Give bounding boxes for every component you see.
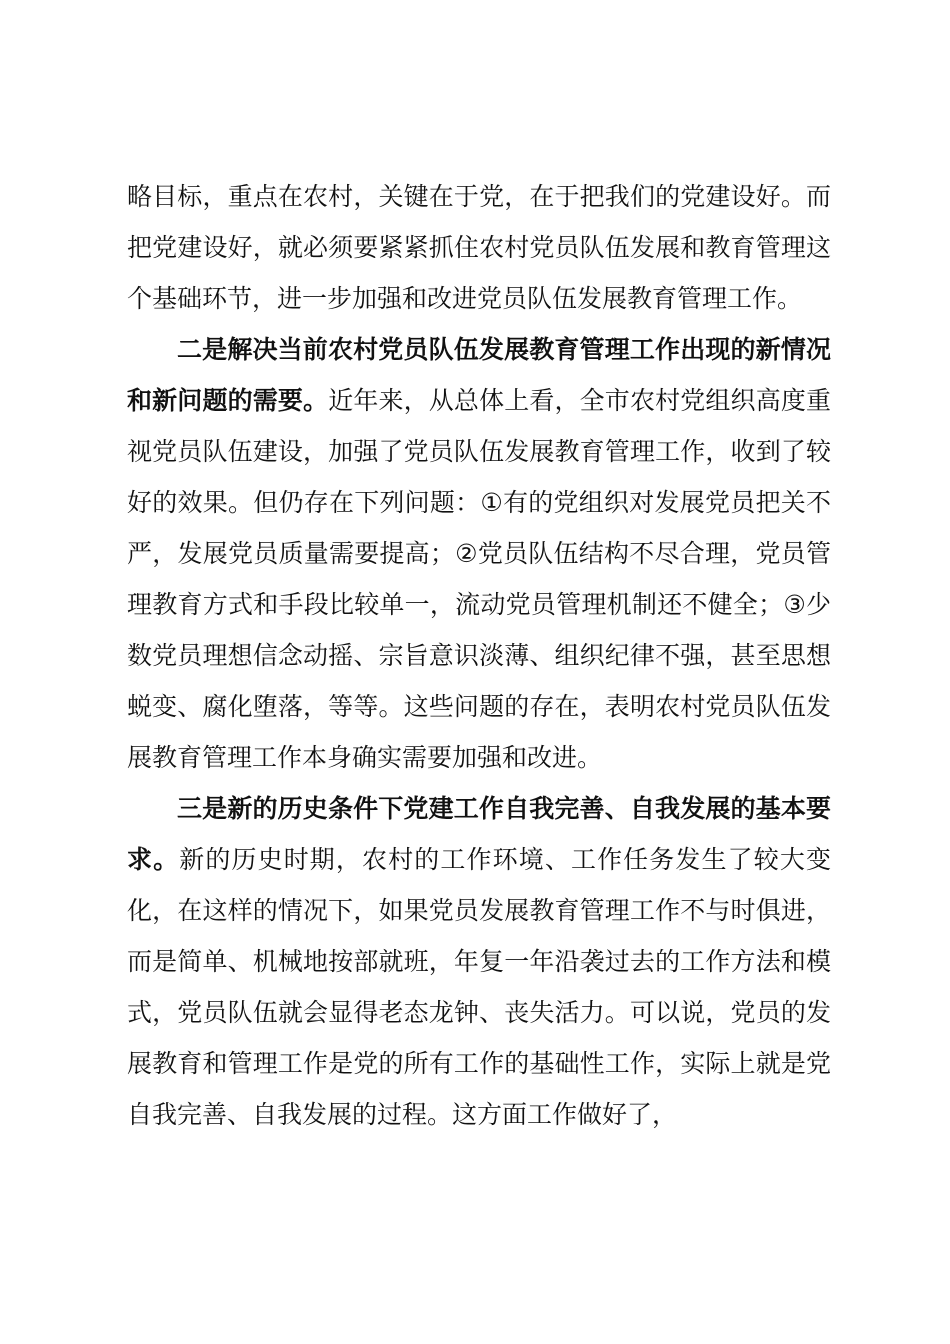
- paragraph-text: 略目标，重点在农村，关键在于党，在于把我们的党建设好。而把党建设好，就必须要紧紧抓住农村党员队伍发展和教育管理这个基础环节，进一步加强和改进党员队伍发展教育管理工作。: [127, 182, 831, 313]
- paragraph-lead-heading: 三是新的历史条件下党建工作自我完善、自我发展的基本要求。: [127, 794, 831, 874]
- paragraph-text: 新的历史时期，农村的工作环境、工作任务发生了较大变化，在这样的情况下，如果党员发展教育管理工作不与时俱进，而是简单、机械地按部就班，年复一年沿袭过去的工作方法和模式，党员队伍就会显得老态龙钟、丧失活力。可以说，党员的发展教育和管理工作是党的所有工作的基础性工作，实际上就是党自我完善、自我发展的过程。这方面工作做好了，: [127, 845, 831, 1129]
- paragraph-lead-heading: 二是解决当前农村党员队伍发展教育管理工作出现的新情况和新问题的需要。: [127, 335, 831, 415]
- paragraph-point-three: [127, 783, 831, 1140]
- paragraph-point-two: [127, 324, 831, 783]
- paragraph-continuation: [127, 171, 831, 324]
- paragraph-text: 近年来，从总体上看，全市农村党组织高度重视党员队伍建设，加强了党员队伍发展教育管理工作，收到了较好的效果。但仍存在下列问题：①有的党组织对发展党员把关不严，发展党员质量需要提高；②党员队伍结构不尽合理，党员管理教育方式和手段比较单一，流动党员管理机制还不健全；③少数党员理想信念动摇、宗旨意识淡薄、组织纪律不强，甚至思想蜕变、腐化堕落，等等。这些问题的存在，表明农村党员队伍发展教育管理工作本身确实需要加强和改进。: [127, 386, 831, 772]
- document-body: [127, 171, 831, 1140]
